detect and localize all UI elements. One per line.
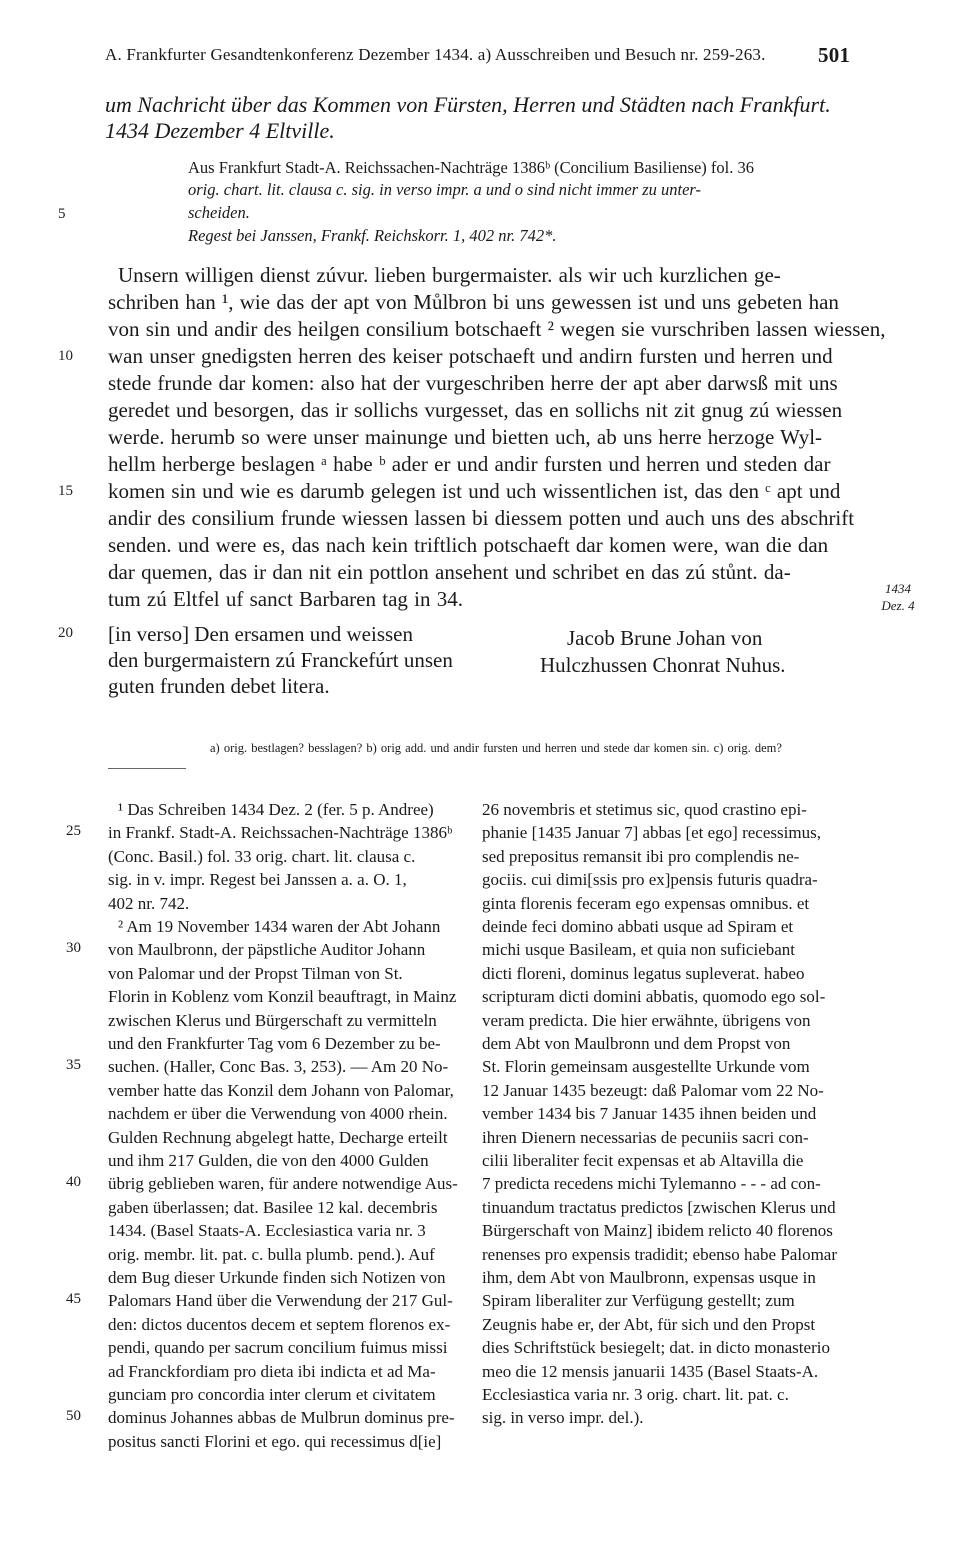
source-line: Aus Frankfurt Stadt-A. Reichssachen-Nachträge 1386ᵇ (Concilium Basiliense) fol. 36 <box>188 158 754 177</box>
footnote-left-text: 1434. (Basel Staats-A. Ecclesiastica varia nr. 3 <box>108 1221 426 1241</box>
footnote-left-text: Gulden Rechnung abgelegt hatte, Decharge erteilt <box>108 1127 448 1147</box>
footnote-right-line: sed prepositus remansit ibi pro complendis ne- <box>482 846 800 866</box>
footnote-left-text: in Frankf. Stadt-A. Reichssachen-Nachträge 1386ᵇ <box>108 823 453 843</box>
footnote-line-number: 40 <box>66 1174 81 1191</box>
footnote-right-line: phanie [1435 Januar 7] abbas [et ego] recessimus, <box>482 823 821 843</box>
footnote-right-line: gociis. cui dimi[ssis pro ex]pensis futuris quadra- <box>482 870 818 890</box>
footnote-left-text: (Conc. Basil.) fol. 33 orig. chart. lit. clausa c. <box>108 846 416 866</box>
footnote-left-text: pendi, quando per sacrum concilium fuimus missi <box>108 1338 448 1358</box>
footnote-right-line: ihm, dem Abt von Maulbronn, expensas usque in <box>482 1268 816 1287</box>
line-number: 20 <box>58 625 73 641</box>
margin-date-note <box>876 580 920 614</box>
letter-line: hellm herberge beslagen ᵃ habe ᵇ ader er und andir fursten und herren und steden dar <box>108 452 831 476</box>
footnote-left-text: positus sancti Florini et ego. qui recessimus d[ie] <box>108 1431 442 1451</box>
footnote-right-line: St. Florin gemeinsam ausgestellte Urkunde vom <box>482 1057 810 1077</box>
footnote-left-text: dem Bug dieser Urkunde finden sich Notizen von <box>108 1268 446 1287</box>
footnote-left-text: ¹ Das Schreiben 1434 Dez. 2 (fer. 5 p. Andree) <box>118 800 434 819</box>
critical-apparatus: a) orig. bestlagen? besslagen? b) orig add. und andir fursten und herren und stede dar komen sin. c) orig. dem? <box>210 741 782 755</box>
footnote-left-text: Florin in Koblenz vom Konzil beauftragt, in Mainz <box>108 987 457 1007</box>
letter-line: komen sin und wie es darumb gelegen ist und uch wissentlichen ist, das den ᶜ apt und <box>108 479 841 503</box>
footnote-right-line: 26 novembris et stetimus sic, quod crastino epi- <box>482 800 807 819</box>
footnote-right-line: Ecclesiastica varia nr. 3 orig. chart. lit. pat. c. <box>482 1385 789 1404</box>
footnote-right-line: ihren Dienern necessarias de pecuniis sacri con- <box>482 1127 809 1147</box>
footnote-left-text: suchen. (Haller, Conc Bas. 3, 253). — Am 20 No- <box>108 1057 449 1077</box>
letter-line: Unsern willigen dienst zúvur. lieben burgermaister. als wir uch kurzlichen ge- <box>118 263 781 287</box>
footnote-right-line: vember 1434 bis 7 Januar 1435 ihnen beiden und <box>482 1104 817 1124</box>
letter-line: wan unser gnedigsten herren des keiser potschaeft und andirn fursten und herren und <box>108 344 833 368</box>
footnote-left-text: sig. in v. impr. Regest bei Janssen a. a. O. 1, <box>108 870 407 890</box>
verso-line: guten frunden debet litera. <box>108 674 330 698</box>
footnote-line-number: 50 <box>66 1408 81 1425</box>
letter-line: werde. herumb so were unser mainunge und bietten uch, ab uns herre herzoge Wyl- <box>108 425 823 449</box>
footnote-right-line: Spiram liberaliter zur Verfügung gestellt; zum <box>482 1291 795 1311</box>
footnote-right-line: 12 Januar 1435 bezeugt: daß Palomar vom 22 No- <box>482 1080 824 1100</box>
footnote-left-text: von Palomar und der Propst Tilman von St. <box>108 963 403 983</box>
footnote-right-line: meo die 12 mensis januarii 1435 (Basel Staats-A. <box>482 1361 819 1381</box>
footnote-left-text: nachdem er über die Verwendung von 4000 rhein. <box>108 1104 448 1124</box>
letter-line: schriben han ¹, wie das der apt von Můlbron bi uns gewessen ist und uns gebeten han <box>108 290 839 314</box>
source-line: Regest bei Janssen, Frankf. Reichskorr. 1, 402 nr. 742*. <box>188 226 557 245</box>
footnote-right-line: dem Abt von Maulbronn und dem Propst von <box>482 1034 791 1053</box>
footnote-left-text: orig. membr. lit. pat. c. bulla plumb. pend.). Auf <box>108 1244 435 1264</box>
footnote-divider <box>108 768 186 769</box>
footnote-left-text: dominus Johannes abbas de Mulbrun dominus pre- <box>108 1408 455 1428</box>
footnote-right-line: Bürgerschaft von Mainz] ibidem relicto 40 florenos <box>482 1221 833 1241</box>
title-line: um Nachricht über das Kommen von Fürsten, Herren und Städten nach Frankfurt. <box>105 92 831 117</box>
title-line: 1434 Dezember 4 Eltville. <box>105 118 335 143</box>
footnote-right-line: tinuandum tractatus predictos [zwischen Klerus und <box>482 1197 836 1217</box>
verso-line: den burgermaistern zú Franckefúrt unsen <box>108 648 453 672</box>
footnote-left-text: ² Am 19 November 1434 waren der Abt Johann <box>118 917 441 936</box>
source-line: orig. chart. lit. clausa c. sig. in verso impr. a und o sind nicht immer zu unter- <box>188 180 701 199</box>
running-header <box>105 43 851 67</box>
footnote-right-line: veram predicta. Die hier erwähnte, übrigens von <box>482 1010 811 1030</box>
footnote-left-text: zwischen Klerus und Bürgerschaft zu vermitteln <box>108 1010 437 1030</box>
footnote-left-text: und den Frankfurter Tag vom 6 Dezember zu be- <box>108 1034 441 1053</box>
letter-line: senden. und were es, das nach kein triftlich potschaeft dar komen were, wan die dan <box>108 533 829 557</box>
source-line: scheiden. <box>188 203 250 222</box>
footnote-left-text: den: dictos ducentos decem et septem florenos ex- <box>108 1314 451 1334</box>
footnote-left-text: gunciam pro concordia inter clerum et civitatem <box>108 1385 436 1404</box>
letter-line: dar quemen, das ir dan nit ein pottlon ansehent und schribet en das zú stůnt. da- <box>108 560 791 584</box>
footnote-left-text: und ihm 217 Gulden, die von den 4000 Gulden <box>108 1151 429 1170</box>
line-number: 5 <box>58 206 66 222</box>
footnote-right-line: sig. in verso impr. del.). <box>482 1408 644 1428</box>
page-number: 501 <box>818 43 851 67</box>
footnote-right-line: deinde feci domino abbati usque ad Spiram et <box>482 917 794 936</box>
footnote-right-line: ginta florenis feceram ego expensas omnibus. et <box>482 893 810 913</box>
verso-line: [in verso] Den ersamen und weissen <box>108 622 413 646</box>
footnote-left-text: Palomars Hand über die Verwendung der 217 Gul- <box>108 1291 453 1311</box>
footnote-right-line: dies Schriftstück besiegelt; dat. in dicto monasterio <box>482 1338 830 1358</box>
footnote-right-line: michi usque Basileam, et quia non suficiebant <box>482 940 796 960</box>
letter-line: tum zú Eltfel uf sanct Barbaren tag in 34. <box>108 587 463 611</box>
line-number: 10 <box>58 348 73 364</box>
line-number: 15 <box>58 483 73 499</box>
letter-line: stede frunde dar komen: also hat der vurgeschriben herre der apt aber darwsß mit uns <box>108 371 838 395</box>
signature-line: Jacob Brune Johan von <box>567 626 763 650</box>
footnote-line-number: 35 <box>66 1057 81 1074</box>
signature-line: Hulczhussen Chonrat Nuhus. <box>540 653 786 677</box>
margin-month: Dez. 4 <box>881 598 915 613</box>
footnote-right-line: dicti floreni, dominus legatus supleverat. habeo <box>482 963 805 983</box>
footnote-right-line: 7 predicta recedens michi Tylemanno - - - ad con- <box>482 1174 821 1194</box>
footnote-right-line: cilii liberaliter fecit expensas et ab Altavilla die <box>482 1151 804 1170</box>
footnote-left-text: ad Franckfordiam pro dieta ibi indicta et ad Ma- <box>108 1361 436 1381</box>
letter-line: andir des consilium frunde wiessen lassen bi diessem potten und auch uns des abschrift <box>108 506 855 530</box>
letter-line: geredet und besorgen, das ir sollichs vurgesset, das en sollichs nit zit gnug zú wiessen <box>108 398 843 422</box>
footnote-line-number: 25 <box>66 823 81 840</box>
footnote-right-line: scripturam dicti domini abbatis, quomodo ego sol- <box>482 987 826 1007</box>
footnote-left-text: gaben überlassen; dat. Basilee 12 kal. decembris <box>108 1197 438 1217</box>
footnote-right-line: Zeugnis habe er, der Abt, für sich und den Propst <box>482 1314 816 1334</box>
footnote-left-text: 402 nr. 742. <box>108 893 190 913</box>
footnote-line-number: 30 <box>66 940 81 957</box>
footnote-left-text: vember hatte das Konzil dem Johann von Palomar, <box>108 1080 454 1100</box>
margin-year: 1434 <box>885 581 911 596</box>
running-header-text: A. Frankfurter Gesandtenkonferenz Dezember 1434. a) Ausschreiben und Besuch nr. 259-263. <box>105 45 766 64</box>
footnote-left-text: von Maulbronn, der päpstliche Auditor Johann <box>108 940 426 960</box>
footnote-line-number: 45 <box>66 1291 81 1308</box>
footnote-right-line: renenses pro expensis tradidit; ebenso habe Palomar <box>482 1244 838 1264</box>
letter-line: von sin und andir des heilgen consilium botschaeft ² wegen sie vurschriben lassen wiessen, <box>108 317 886 341</box>
footnote-left-text: übrig geblieben waren, für andere notwendige Aus- <box>108 1174 458 1194</box>
